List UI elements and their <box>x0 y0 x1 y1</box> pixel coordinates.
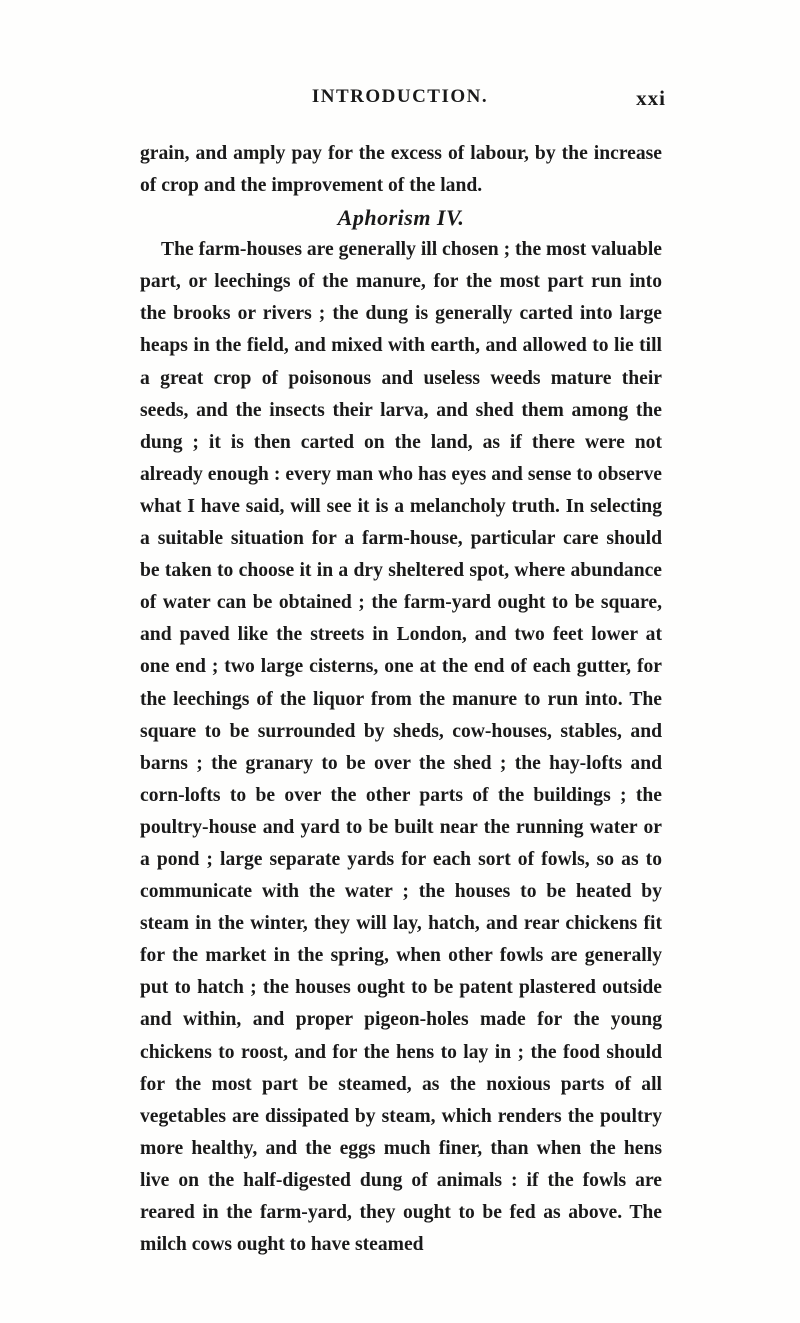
aphorism-heading: Aphorism IV. <box>337 205 465 231</box>
aphorism-paragraph: The farm-houses are generally ill chosen ; the most valuable part, or leechings of the manure, for the most part run into the brooks or rivers ; the dung is generally carted into large heaps in the field, and mixed with earth, and allowed to lie till a great crop of poisonous and useless weeds mature their seeds, and the insects their larva, and shed them among the dung ; it is then carted on the land, as if there were not already enough : every man who has eyes and sense to observe what I have said, will see it is a melancholy truth. In selecting a suitable situation for a farm-house, particular care should be taken to choose it in a dry sheltered spot, where abundance of water can be obtained ; the farm-yard ought to be square, and paved like the streets in London, and two feet lower at one end ; two large cisterns, one at the end of each gutter, for the leechings of the liquor from the manure to run into. The square to be surrounded by sheds, cow-houses, stables, and barns ; the granary to be over the shed ; the hay-lofts and corn-lofts to be over the other parts of the buildings ; the poultry-house and yard to be built near the running water or a pond ; large separate yards for each sort of fowls, so as to communicate with the water ; the houses to be heated by steam in the winter, they will lay, hatch, and rear chickens fit for the market in the spring, when other fowls are generally put to hatch ; the houses ought to be patent plastered outside and within, and proper pigeon-holes made for the young chickens to roost, and for the hens to lay in ; the food should for the most part be steamed, as the noxious parts of all vegetables are dissipated by steam, which renders the poultry more healthy, and the eggs much finer, than when the hens live on the half-digested dung of animals : if the fowls are reared in the farm-yard, they ought to be fed as above. The milch cows ought to have steamed <box>140 239 662 1256</box>
body-text <box>140 138 662 1261</box>
continuation-paragraph: grain, and amply pay for the excess of labour, by the increase of crop and the improvement of the land. <box>140 143 662 197</box>
page-number: xxi <box>636 86 666 110</box>
running-title: INTRODUCTION. <box>311 86 489 107</box>
running-head <box>0 86 800 112</box>
